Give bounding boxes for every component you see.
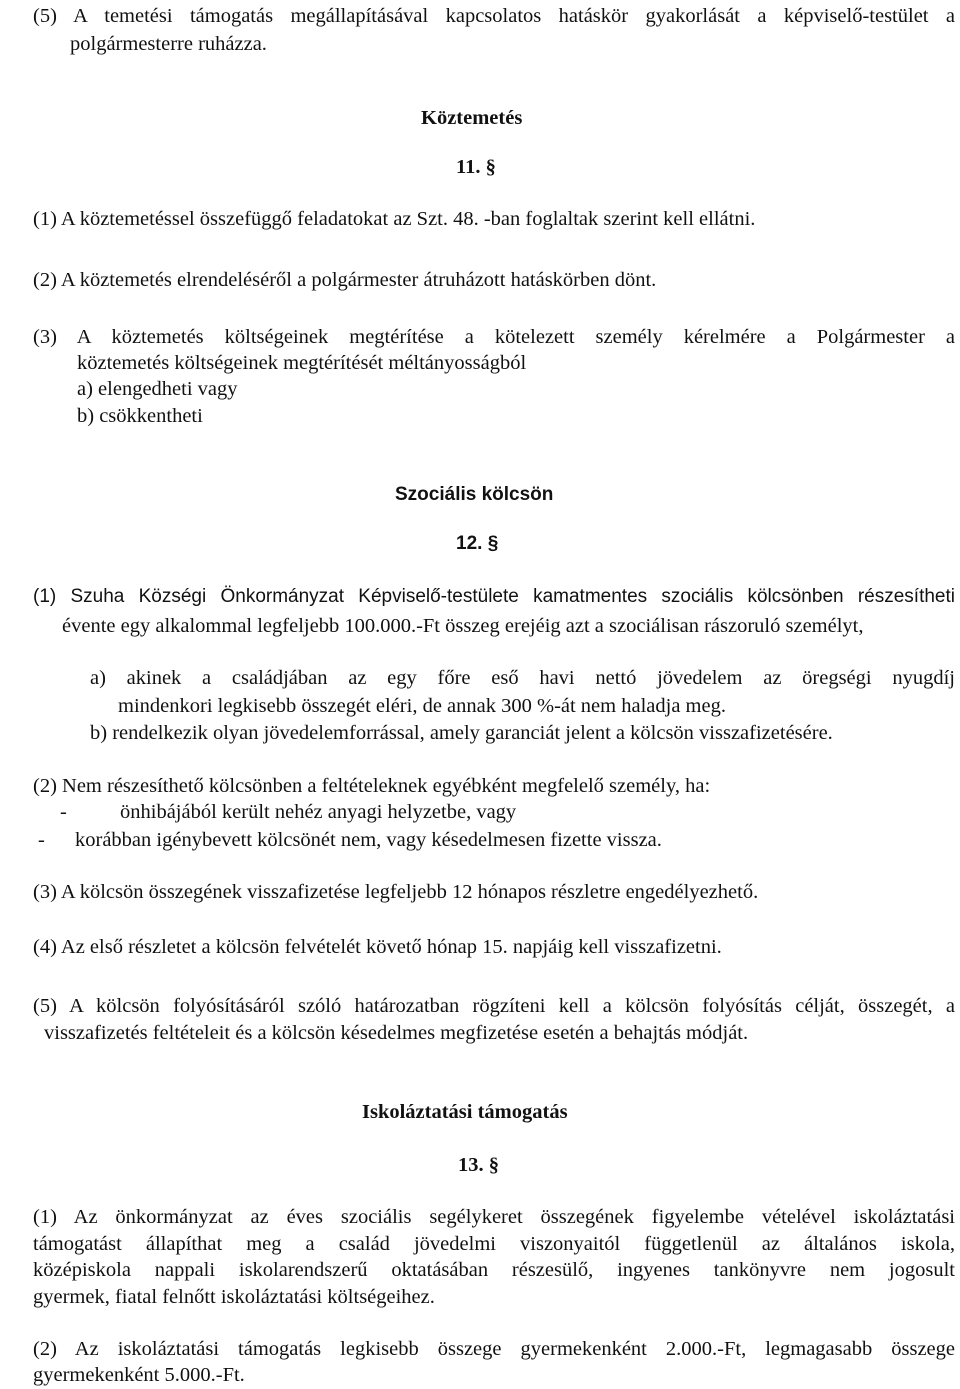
dash-item: korábban igénybevett kölcsönét nem, vagy késedelmesen fizette vissza. xyxy=(75,829,662,851)
paragraph-line: köztemetés költségeinek megtérítését méltányosságból xyxy=(77,352,527,374)
section-heading: Köztemetés xyxy=(421,107,523,129)
dash-bullet: - xyxy=(38,829,45,851)
paragraph-line: polgármesterre ruházza. xyxy=(70,33,267,55)
section-number: 12. § xyxy=(456,533,499,554)
list-item: b) rendelkezik olyan jövedelemforrással, amely garanciát jelent a kölcsön visszafizetésére. xyxy=(90,722,833,744)
section-sign-icon: § xyxy=(487,533,499,554)
dash-item: önhibájából került nehéz anyagi helyzetbe, vagy xyxy=(120,801,517,823)
section-heading: Iskoláztatási támogatás xyxy=(362,1101,568,1123)
section-heading: Szociális kölcsön xyxy=(395,484,554,505)
paragraph-line: gyermek, fiatal felnőtt iskoláztatási költségeihez. xyxy=(33,1286,435,1308)
paragraph: (2) A köztemetés elrendeléséről a polgármester átruházott hatáskörben dönt. xyxy=(33,269,657,291)
paragraph-line: gyermekenként 5.000.-Ft. xyxy=(33,1364,245,1386)
section-sign-icon: § xyxy=(488,1154,499,1176)
paragraph-line: (3) A köztemetés költségeinek megtérítése a kötelezett személy kérelmére a Polgármester a xyxy=(33,326,955,348)
list-item: a) akinek a családjában az egy főre eső havi nettó jövedelem az öregségi nyugdíj xyxy=(90,667,955,689)
paragraph: (4) Az első részletet a kölcsön felvételét követő hónap 15. napjáig kell visszafizetni. xyxy=(33,936,722,958)
paragraph-line: (1) Szuha Községi Önkormányzat Képviselő-testülete kamatmentes szociális kölcsönben részesítheti xyxy=(33,586,955,607)
section-sign-icon: § xyxy=(485,156,496,178)
section-number: 11. § xyxy=(456,156,496,178)
list-item: a) elengedheti vagy xyxy=(77,378,238,400)
paragraph: (3) A kölcsön összegének visszafizetése legfeljebb 12 hónapos részletre engedélyezhető. xyxy=(33,881,759,903)
list-item-continuation: mindenkori legkisebb összegét eléri, de annak 300 %-át nem haladja meg. xyxy=(118,695,726,717)
paragraph-line: (2) Az iskoláztatási támogatás legkisebb összege gyermekenként 2.000.-Ft, legmagasabb összege xyxy=(33,1338,955,1360)
paragraph: (1) A köztemetéssel összefüggő feladatokat az Szt. 48. -ban foglaltak szerint kell ellátni. xyxy=(33,208,756,230)
list-item: b) csökkentheti xyxy=(77,405,203,427)
paragraph-line: (5) A kölcsön folyósításáról szóló határozatban rögzíteni kell a kölcsön folyósítás célját, összegét, a xyxy=(33,995,955,1017)
paragraph-line: (5) A temetési támogatás megállapításával kapcsolatos hatáskör gyakorlását a képviselő-testület a xyxy=(33,5,955,27)
paragraph-line: visszafizetés feltételeit és a kölcsön késedelmes megfizetése esetén a behajtás módját. xyxy=(44,1022,749,1044)
section-number: 13. § xyxy=(458,1154,499,1176)
paragraph-line: évente egy alkalommal legfeljebb 100.000.-Ft összeg erejéig azt a szociálisan rászoruló személyt, xyxy=(62,615,864,637)
paragraph-line: támogatást állapíthat meg a család jövedelmi viszonyaitól függetlenül az általános iskola, xyxy=(33,1233,955,1255)
paragraph-line: (1) Az önkormányzat az éves szociális segélykeret összegének figyelembe vételével iskoláztatási xyxy=(33,1206,955,1228)
paragraph-line: (2) Nem részesíthető kölcsönben a feltételeknek egyébként megfelelő személy, ha: xyxy=(33,775,711,797)
dash-bullet: - xyxy=(60,801,67,823)
paragraph-line: középiskola nappali iskolarendszerű oktatásában részesülő, ingyenes tankönyvre nem jogosult xyxy=(33,1259,955,1281)
